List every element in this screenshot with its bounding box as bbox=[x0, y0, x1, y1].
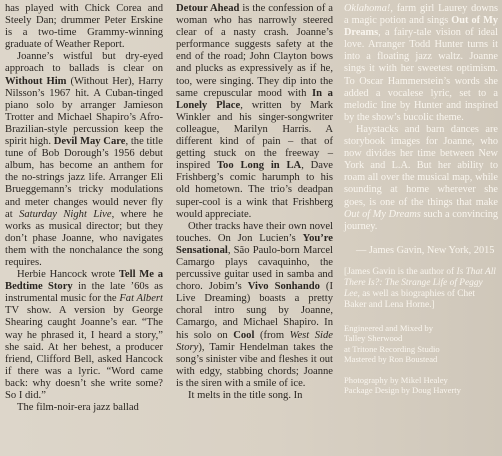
song-title: Devil May Care bbox=[53, 136, 126, 148]
credit-line: Mastered by Ron Boustead bbox=[344, 354, 438, 365]
credit-line: at Tritone Recording Studio bbox=[344, 343, 440, 354]
paragraph: It melts in the title song. In bbox=[188, 390, 303, 401]
song-title: Tell Me a Bedtime Story bbox=[5, 269, 163, 293]
author-note: [James Gavin is the author of Is That All There Is?: The Strange Life of Peggy Lee, as well as biographies of Chet Baker and Lena Horne.] bbox=[344, 266, 496, 310]
song-title: Cool bbox=[233, 329, 255, 341]
text-column-right bbox=[344, 3, 498, 395]
paragraph: has played with Chick Corea and Steely Dan; drummer Peter Erskine is a two-time Grammy-winning graduate of Weather Report. bbox=[5, 3, 163, 51]
song-title: Detour Ahead bbox=[176, 3, 240, 14]
paragraph: Detour Ahead is the confession of a woman who has narrowly steered clear of a nasty crash. Joanne’s performance suggests safety at the end of the road; John Clayton bows and plucks as expressively as if he, too, were singing. They dip into the same crepuscular mood with In a Lonely Place, written by Mark Winkler and his singer-songwriter colleague, Marilyn Harris. A different kind of pain – that of getting stuck on the freeway – inspired Too Long in LA, Dave Frishberg’s comic harumph to his old hometown. The trio’s deadpan super-cool is a wink that Frishberg would appreciate. bbox=[176, 3, 333, 220]
author-signature: — James Gavin, New York, 2015 bbox=[356, 244, 495, 256]
production-credits bbox=[344, 323, 498, 395]
song-title: Out of My Dreams bbox=[344, 15, 498, 39]
paragraph: Herbie Hancock wrote Tell Me a Bedtime Story in the late ’60s as instrumental music for the Fat Albert TV show. A version by George Shearing caught Joanne’s ear. “The way he phrased it, I heard a story,” she said. At her behest, a producer friend, Clifford Bell, asked Hancock if there was a lyric. “Word came back: why doesn’t she write some? So I did.” bbox=[5, 269, 163, 401]
text-column-left bbox=[5, 3, 163, 414]
show-title: Fat Albert bbox=[119, 293, 163, 305]
show-title: Oklahoma! bbox=[344, 3, 391, 14]
song-title: Too Long in LA bbox=[216, 160, 302, 172]
book-title: Is That All There Is?: The Strange Life of Peggy Lee bbox=[344, 266, 496, 299]
paragraph: Joanne’s wistful but dry-eyed approach to ballads is clear on Without Him (Without Her), Harry Nilsson’s 1967 hit. A Cuban-tinged piano solo by arranger Jamieson Trotter and Michael Shapiro’s Afro-Brazilian-style percussion keep the spirit high. Devil May Care, the title tune of Bob Dorough’s 1956 debut album, has become an anthem for the no-strings jazz life. Arranger Eli Brueggemann’s tricky modulations and meter changes would never fly at Saturday Night Live, where he works as musical director; but they don’t phase Joanne, who navigates them with the nonchalance the song requires. bbox=[5, 51, 164, 268]
paragraph: Haystacks and barn dances are storybook images for Joanne, who now divides her time between New York and L.A. But her ability to roam all over the musical map, while sounding at home wherever she goes, is one of the things that make Out of My Dreams such a convincing journey. bbox=[344, 123, 498, 232]
credit-line: Talley Sherwood bbox=[344, 333, 403, 344]
credit-line: Photography by Mikel Healey bbox=[344, 374, 448, 385]
song-title: You’re Sensational bbox=[176, 232, 333, 256]
credit-line: Package Design by Doug Haverty bbox=[344, 384, 461, 395]
song-title: Vivo Sonhando bbox=[247, 281, 320, 293]
paragraph: Other tracks have their own novel touches. On Jon Lucien’s You’re Sensational, São Paulo-born Marcel Camargo plays cavaquinho, the percussive guitar used in samba and choro. Jobim’s Vivo Sonhando (I Live Dreaming) boasts a pretty choral intro sung by Joanne, Camargo, and Michael Shapiro. In his solo on Cool (from West Side Story), Tamir Hendelman takes the song’s sinister vibe and fleshes it out with edgy, stabbing chords; Joanne is the siren with a smile of ice. bbox=[176, 220, 334, 389]
album-title: Out of My Dreams bbox=[344, 208, 421, 220]
paragraph: Oklahoma!, farm girl Laurey downs a magic potion and sings Out of My Dreams, a fairy-tale vision of ideal love. Arranger Todd Hunter turns it into a floating jazz waltz. Joanne sings it with her sweetest optimism. To Oscar Hammerstein’s words she added a vocalese lyric, set to a melodic line by Hunter and inspired by the show’s bucolic theme. bbox=[344, 3, 498, 123]
spacer bbox=[344, 365, 498, 375]
credit-line: Engineered and Mixed by bbox=[344, 322, 434, 333]
song-title: Without Him bbox=[5, 75, 67, 87]
song-title: In a Lonely Place bbox=[176, 87, 333, 111]
show-title: Saturday Night Live bbox=[19, 208, 112, 220]
show-title: West Side Story bbox=[176, 329, 334, 353]
paragraph: The film-noir-era jazz ballad bbox=[17, 402, 139, 414]
text-column-middle bbox=[176, 3, 333, 402]
